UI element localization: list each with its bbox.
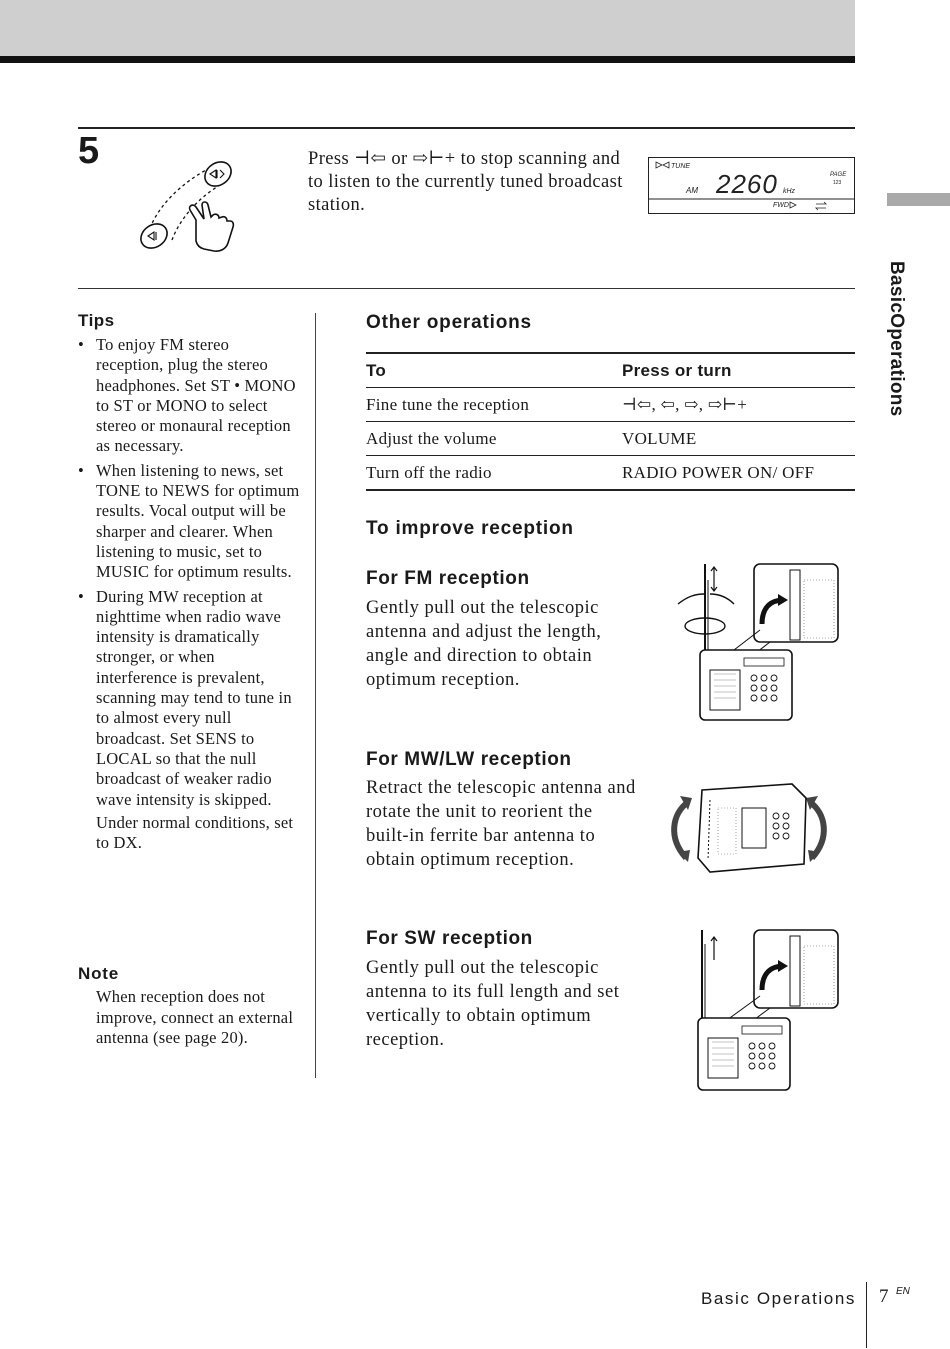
footer-section-label: Basic Operations [700,1289,856,1308]
lcd-unit-label: kHz [783,188,796,195]
note-text: When reception does not improve, connect an external antenna (see page 20). [96,987,294,1047]
tip-text: During MW reception at nighttime when radio wave intensity is dramatically stronger, or when interference is prevalent, scanning may tend to tune in to almost every null broadcast. Set SENS to LOCAL so that the null broadcast of weaker radio wave intensity is skipped. [96,586,292,809]
note-heading: Note [78,964,119,983]
bullet: • [78,335,84,354]
bullet: • [78,586,84,606]
rotate-right-arrow-icon [810,802,824,858]
lcd-page-label: PAGE [830,172,847,178]
lcd-display-illustration [648,157,855,214]
lcd-band-label: AM [686,186,698,195]
fm-antenna-illustration [670,560,842,732]
sw-reception-text: Gently pull out the telescopic antenna to its full length and set vertically to obtain optimum reception. [366,958,620,1050]
rotate-left-arrow-icon [674,802,688,858]
column-divider [315,313,316,1078]
lcd-page-digits: 123 [833,180,842,186]
mwlw-reception-heading: For MW/LW reception [366,749,572,770]
table-cell: Turn off the radio [366,462,492,482]
header-band [0,0,855,56]
seek-forward-button-icon [200,157,236,191]
fm-reception-text: Gently pull out the telescopic antenna and adjust the length, angle and direction to obtain optimum reception. [366,598,602,690]
table-cell: Fine tune the reception [366,394,530,414]
column-header-press-or-turn: Press or turn [622,360,732,380]
lcd-frequency: 2260 [716,169,778,199]
lcd-tune-label: TUNE [671,163,691,170]
bullet: • [78,460,84,480]
tip-item [78,461,300,583]
table-row [366,388,855,422]
improve-reception-heading: To improve reception [366,518,574,539]
table-cell: VOLUME [622,428,697,448]
mwlw-reception-text: Retract the telescopic antenna and rotate the unit to reorient the built-in ferrite bar antenna to obtain optimum reception. [366,778,636,870]
table-header-row [366,353,855,388]
step-number: 5 [78,130,100,172]
tip-extra-text: Under normal conditions, set to DX. [96,812,294,853]
hand-icon [190,202,234,251]
sw-reception-heading: For SW reception [366,928,533,949]
tips-list [78,335,300,857]
section-tab-label: BasicOperations [886,261,907,417]
section-tab-marker [887,193,950,206]
header-rule [0,56,855,63]
tip-text: To enjoy FM stereo reception, plug the stereo headphones. Set ST • MONO to ST or MONO to select stereo or monaural reception as necessary. [96,335,296,456]
tip-item [78,335,300,457]
footer-divider [866,1282,867,1348]
table-cell: Adjust the volume [366,428,497,448]
step-bottom-rule [78,288,855,289]
page-number: 7 [879,1286,889,1307]
step-instruction: Press ⊣⇦ or ⇨⊢+ to stop scanning and to listen to the currently tuned broadcast station. [308,149,623,215]
seek-back-button-icon [136,219,172,253]
fm-reception-heading: For FM reception [366,568,530,589]
column-header-to: To [366,360,387,380]
mwlw-rotate-illustration [658,778,840,878]
extend-arrow-icon [711,937,717,960]
tip-item [78,587,300,854]
table-cell: RADIO POWER ON/ OFF [622,462,815,482]
other-operations-heading: Other operations [366,312,532,333]
operations-table [366,352,855,491]
lcd-fwd-label: FWD [773,202,789,209]
table-cell: ⊣⇦, ⇦, ⇨, ⇨⊢+ [622,394,748,414]
table-row [366,422,855,456]
sw-antenna-illustration [676,928,842,1100]
page-language-suffix: EN [896,1286,910,1297]
tips-heading: Tips [78,311,115,330]
hand-pressing-buttons-illustration [134,156,246,262]
step-top-rule [78,127,855,129]
table-row [366,456,855,491]
extend-arrow-icon [711,567,717,591]
tip-text: When listening to news, set TONE to NEWS for optimum results. Vocal output will be sharper and clearer. When listening to music, set to MUSIC for optimum results. [96,460,300,582]
